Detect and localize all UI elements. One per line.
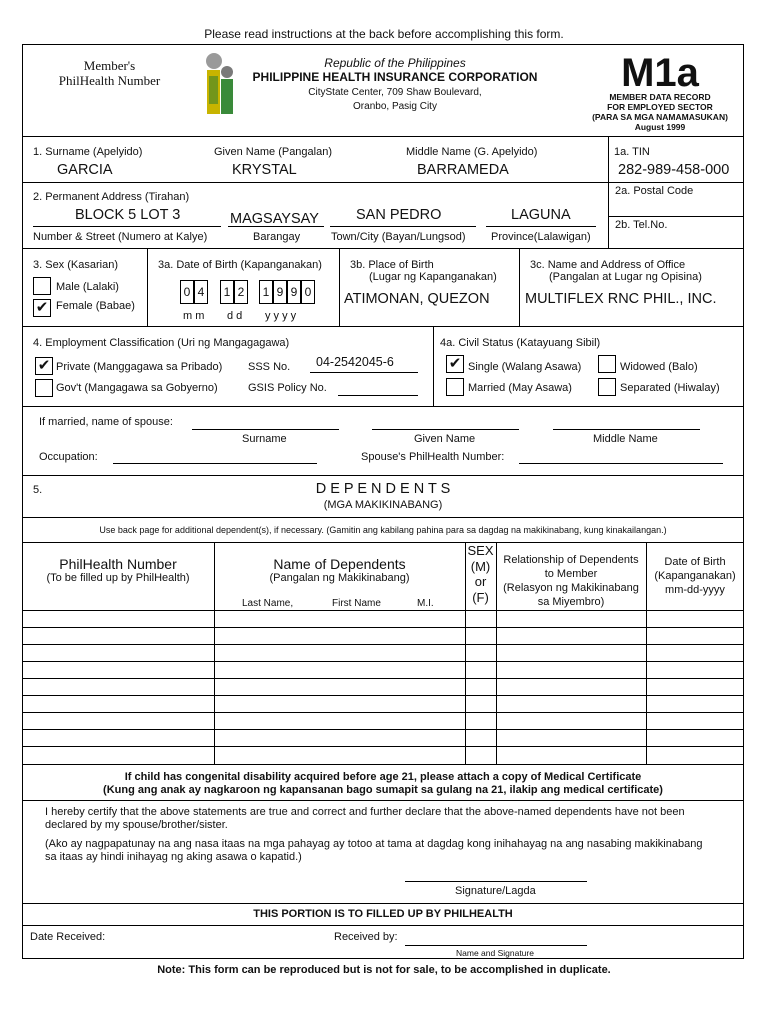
- top-instructions: Please read instructions at the back before accomplishing this form.: [204, 27, 564, 41]
- widowed-checkbox[interactable]: [598, 355, 616, 373]
- col-pin-subheader: (To be filled up by PhilHealth): [46, 572, 190, 584]
- sex-label: 3. Sex (Kasarian): [33, 259, 118, 271]
- form-type-2: FOR EMPLOYED SECTOR: [607, 102, 713, 112]
- street-underline: [33, 226, 221, 227]
- given-name-label: Given Name (Pangalan): [214, 146, 333, 158]
- spouse-surname-line[interactable]: [192, 429, 339, 430]
- corp-address-2: Oranbo, Pasig City: [353, 101, 437, 112]
- govt-label: Gov't (Mangagawa sa Gobyerno): [56, 382, 218, 394]
- disability-note-2: (Kung ang anak ay nagkaroon ng kapansanan bago sumapit sa gulang na 21, ilakip ang medical certificate): [103, 784, 663, 796]
- spouse-label: If married, name of spouse:: [39, 416, 173, 428]
- received-by-label: Received by:: [334, 931, 398, 943]
- certify-line-1: I hereby certify that the above statements are true and correct and further declare that the above-named dependents have not been: [45, 806, 685, 818]
- col-sex-header: SEX (M) or (F): [467, 543, 494, 605]
- dependents-subtitle: (MGA MAKIKINABANG): [323, 499, 443, 511]
- province-label: Province(Lalawigan): [491, 231, 591, 243]
- gsis-label: GSIS Policy No.: [248, 382, 327, 394]
- surname-value[interactable]: GARCIA: [57, 162, 113, 178]
- male-checkbox[interactable]: [33, 277, 51, 295]
- certify-line-4: sa itaas ay hindi inihayag ng aking asawa o kapatid.): [45, 851, 302, 863]
- table-row[interactable]: [22, 644, 744, 645]
- divider: [22, 248, 744, 249]
- divider: [433, 326, 434, 406]
- surname-label: 1. Surname (Apelyido): [33, 146, 143, 158]
- corp-address-1: CityState Center, 709 Shaw Boulevard,: [308, 87, 482, 98]
- table-col-divider: [646, 542, 647, 764]
- divider: [339, 248, 340, 326]
- corporation-name: PHILIPPINE HEALTH INSURANCE CORPORATION: [252, 70, 538, 84]
- divider: [22, 326, 744, 327]
- middle-name-value[interactable]: BARRAMEDA: [417, 162, 509, 178]
- col-dob-header: Date of Birth (Kapanganakan) mm-dd-yyyy: [654, 556, 736, 596]
- pob-label-1: 3b. Place of Birth: [350, 259, 434, 271]
- male-label: Male (Lalaki): [56, 281, 119, 293]
- occupation-label: Occupation:: [39, 451, 98, 463]
- divider: [22, 542, 744, 543]
- divider: [22, 136, 744, 137]
- divider: [22, 406, 744, 407]
- office-label-2: (Pangalan at Lugar ng Opisina): [549, 271, 702, 283]
- single-label: Single (Walang Asawa): [468, 361, 582, 373]
- form-type-3: (PARA SA MGA NAMAMASUKAN): [592, 112, 728, 122]
- sss-value[interactable]: 04-2542045-6: [316, 355, 394, 369]
- single-checkbox[interactable]: ✔: [446, 355, 464, 373]
- col-mi: M.I.: [417, 598, 434, 609]
- dob-yyyy-label: y y y y: [265, 310, 297, 322]
- dob-digit[interactable]: 0: [301, 280, 315, 304]
- spouse-middle-line[interactable]: [553, 429, 700, 430]
- divider: [519, 248, 520, 326]
- given-name-value[interactable]: KRYSTAL: [232, 162, 297, 178]
- divider: [22, 475, 744, 476]
- tin-label: 1a. TIN: [614, 146, 650, 158]
- dob-digit[interactable]: 9: [287, 280, 301, 304]
- street-label: Number & Street (Numero at Kalye): [33, 231, 208, 243]
- member-pin-label: Member's PhilHealth Number: [58, 58, 161, 88]
- signature-line[interactable]: [405, 881, 587, 882]
- divider: [147, 248, 148, 326]
- divider: [608, 136, 609, 249]
- street-value[interactable]: BLOCK 5 LOT 3: [75, 207, 181, 223]
- signature-label: Signature/Lagda: [455, 885, 536, 897]
- table-col-divider: [465, 542, 466, 764]
- table-col-divider: [214, 542, 215, 764]
- middle-name-label: Middle Name (G. Apelyido): [406, 146, 538, 158]
- married-checkbox[interactable]: [446, 378, 464, 396]
- dob-digit[interactable]: 2: [234, 280, 248, 304]
- employment-label: 4. Employment Classification (Uri ng Mangagagawa): [33, 337, 290, 349]
- table-col-divider: [496, 542, 497, 764]
- postal-code-label: 2a. Postal Code: [615, 185, 694, 197]
- republic-line: Republic of the Philippines: [324, 56, 466, 70]
- office-value[interactable]: MULTIFLEX RNC PHIL., INC.: [525, 291, 717, 307]
- col-name-header: Name of Dependents: [273, 556, 406, 572]
- table-header-bottom: [22, 610, 744, 611]
- dob-label: 3a. Date of Birth (Kapanganakan): [158, 259, 322, 271]
- table-bottom: [22, 764, 744, 765]
- private-checkbox[interactable]: ✔: [35, 357, 53, 375]
- footer-note: Note: This form can be reproduced but is not for sale, to be accomplished in duplicate.: [157, 964, 611, 976]
- office-label-1: 3c. Name and Address of Office: [530, 259, 686, 271]
- divider: [22, 903, 744, 904]
- table-row[interactable]: [22, 627, 744, 628]
- barangay-label: Barangay: [253, 231, 301, 243]
- table-row[interactable]: [22, 661, 744, 662]
- dob-digit[interactable]: 1: [220, 280, 234, 304]
- town-underline: [330, 226, 476, 227]
- spouse-given-label: Given Name: [414, 433, 476, 445]
- pob-value[interactable]: ATIMONAN, QUEZON: [344, 291, 490, 307]
- private-label: Private (Manggagawa sa Pribado): [56, 361, 223, 373]
- barangay-value[interactable]: MAGSAYSAY: [230, 211, 319, 227]
- sss-underline: [310, 372, 418, 373]
- form-code: M1a: [621, 51, 699, 95]
- pob-label-2: (Lugar ng Kapanganakan): [369, 271, 497, 283]
- govt-checkbox[interactable]: [35, 379, 53, 397]
- dob-dd-label: d d: [227, 310, 243, 322]
- province-value[interactable]: LAGUNA: [511, 207, 571, 223]
- table-row[interactable]: [22, 746, 744, 747]
- tin-value[interactable]: 282-989-458-000: [618, 162, 730, 178]
- address-label: 2. Permanent Address (Tirahan): [33, 191, 190, 203]
- philhealth-portion-title: THIS PORTION IS TO FILLED UP BY PHILHEALTH: [253, 908, 513, 920]
- table-row[interactable]: [22, 678, 744, 679]
- dob-digit[interactable]: 9: [273, 280, 287, 304]
- dependents-title: D E P E N D E N T S: [315, 481, 451, 497]
- occupation-line[interactable]: [113, 463, 317, 464]
- divider: [22, 800, 744, 801]
- divider: [22, 182, 744, 183]
- disability-note-1: If child has congenital disability acquired before age 21, please attach a copy of Medical Certificate: [124, 771, 642, 783]
- town-label: Town/City (Bayan/Lungsod): [331, 231, 466, 243]
- certify-line-2: declared by my spouse/brother/sister.: [45, 819, 228, 831]
- sss-label: SSS No.: [248, 361, 291, 373]
- col-relationship-header: Relationship of Dependents to Member (Relasyon ng Makikinabang sa Miyembro): [503, 554, 639, 608]
- divider: [22, 517, 744, 518]
- certify-line-3: (Ako ay nagpapatunay na ang nasa itaas na mga pahayag ay totoo at tama at dagdag kong inihahayag na ang nasabing makikinabang: [45, 838, 703, 850]
- table-row[interactable]: [22, 695, 744, 696]
- date-received-label: Date Received:: [30, 931, 106, 943]
- widowed-label: Widowed (Balo): [620, 361, 698, 373]
- province-underline: [486, 226, 596, 227]
- spouse-pin-label: Spouse's PhilHealth Number:: [361, 451, 505, 463]
- gsis-underline: [338, 395, 418, 396]
- col-pin-header: PhilHealth Number: [59, 556, 177, 572]
- civil-status-label: 4a. Civil Status (Katayuang Sibil): [440, 337, 601, 349]
- dependents-note: Use back page for additional dependent(s), if necessary. (Gamitin ang kabilang pahina para sa dagdag na makikinabang, kung kinakailangan.): [99, 525, 667, 535]
- col-last-name: Last Name,: [242, 598, 294, 609]
- received-by-line[interactable]: [405, 945, 587, 946]
- spouse-given-line[interactable]: [372, 429, 519, 430]
- dob-mm-label: m m: [183, 310, 205, 322]
- dob-digit[interactable]: 1: [259, 280, 273, 304]
- female-checkbox[interactable]: ✔: [33, 299, 51, 317]
- dependents-number: 5.: [33, 484, 43, 496]
- philhealth-logo: [198, 52, 240, 116]
- spouse-middle-label: Middle Name: [593, 433, 658, 445]
- divider: [608, 216, 744, 217]
- married-label: Married (May Asawa): [468, 382, 572, 394]
- dob-digit[interactable]: 4: [194, 280, 208, 304]
- spouse-surname-label: Surname: [242, 433, 287, 445]
- col-first-name: First Name: [332, 598, 381, 609]
- spouse-pin-line[interactable]: [519, 463, 723, 464]
- form-type-1: MEMBER DATA RECORD: [609, 92, 711, 102]
- table-row[interactable]: [22, 712, 744, 713]
- barangay-underline: [228, 226, 324, 227]
- dob-digit[interactable]: 0: [180, 280, 194, 304]
- table-row[interactable]: [22, 729, 744, 730]
- separated-checkbox[interactable]: [598, 378, 616, 396]
- form-date: August 1999: [634, 122, 686, 132]
- tel-label: 2b. Tel.No.: [615, 219, 668, 231]
- name-signature-label: Name and Signature: [456, 948, 534, 958]
- col-name-subheader: (Pangalan ng Makikinabang): [269, 572, 410, 584]
- town-value[interactable]: SAN PEDRO: [356, 207, 442, 223]
- separated-label: Separated (Hiwalay): [620, 382, 720, 394]
- female-label: Female (Babae): [56, 300, 135, 312]
- divider: [22, 925, 744, 926]
